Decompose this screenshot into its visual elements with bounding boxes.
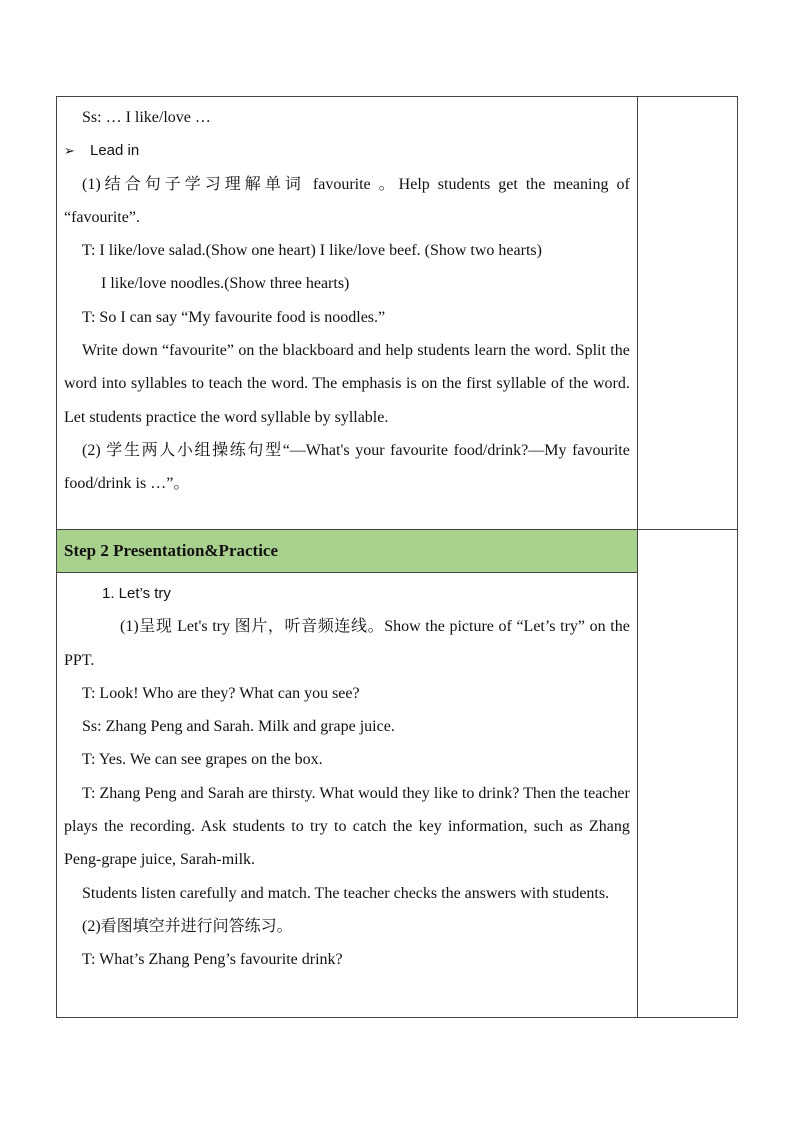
teacher-line-noodles: I like/love noodles.(Show three hearts): [101, 275, 350, 293]
listen-match-paragraph: Students listen carefully and match. The teacher checks the answers with students.: [82, 884, 610, 902]
students-answer-line: Ss: Zhang Peng and Sarah. Milk and grape juice.: [82, 718, 395, 736]
step2-heading-cell: [57, 530, 638, 573]
lets-try-content: [57, 573, 637, 977]
recording-paragraph: T: Zhang Peng and Sarah are thirsty. What would they like to drink? Then the teacher plays the recording. Ask students to try to catch the key information, such as Zhang Peng-grape juice, Sarah-milk.: [64, 784, 630, 869]
fill-blank-line: (2)看图填空并进行问答练习。: [82, 917, 293, 935]
show-picture-paragraph: (1)呈现 Let's try 图片，听音频连线。Show the picture of “Let’s try” on the PPT.: [64, 618, 630, 669]
lead-in-content: [57, 97, 637, 501]
side-cell-bottom: [637, 530, 737, 1018]
teacher-line-favourite-food: T: So I can say “My favourite food is noodles.”: [82, 308, 386, 326]
lesson-plan-table: [56, 96, 738, 1018]
step2-row: [57, 530, 738, 573]
step2-title: Step 2 Presentation&Practice: [64, 541, 279, 560]
lets-try-cell: [57, 573, 638, 1018]
lead-in-cell: [57, 97, 638, 530]
side-cell-top: [637, 97, 737, 530]
pair-practice-paragraph: (2) 学生两人小组操练句型“—What's your favourite food/drink?—My favourite food/drink is …”。: [64, 441, 630, 493]
lead-in-label: Lead in: [90, 142, 140, 160]
teacher-grapes-line: T: Yes. We can see grapes on the box.: [82, 751, 323, 769]
blackboard-paragraph: Write down “favourite” on the blackboard and help students learn the word. Split the word into syllables to teach the word. The emphasis is on the first syllable of the word. Let students practice the word syllable by syllable.: [64, 342, 630, 426]
lead-in-heading: [64, 134, 630, 167]
students-response-line: Ss: … I like/love …: [82, 109, 211, 126]
teacher-question-line: T: What’s Zhang Peng’s favourite drink?: [82, 951, 343, 969]
lets-try-row: [57, 573, 738, 1018]
teacher-line-hearts: T: I like/love salad.(Show one heart) I like/love beef. (Show two hearts): [82, 242, 542, 260]
arrow-bullet-icon: ➢: [64, 143, 75, 159]
favourite-meaning-paragraph: (1)结合句子学习理解单词 favourite 。Help students get the meaning of “favourite”.: [64, 175, 630, 226]
lead-in-row: [57, 97, 738, 530]
lets-try-heading: 1. Let’s try: [102, 585, 171, 602]
teacher-look-line: T: Look! Who are they? What can you see?: [82, 684, 360, 702]
